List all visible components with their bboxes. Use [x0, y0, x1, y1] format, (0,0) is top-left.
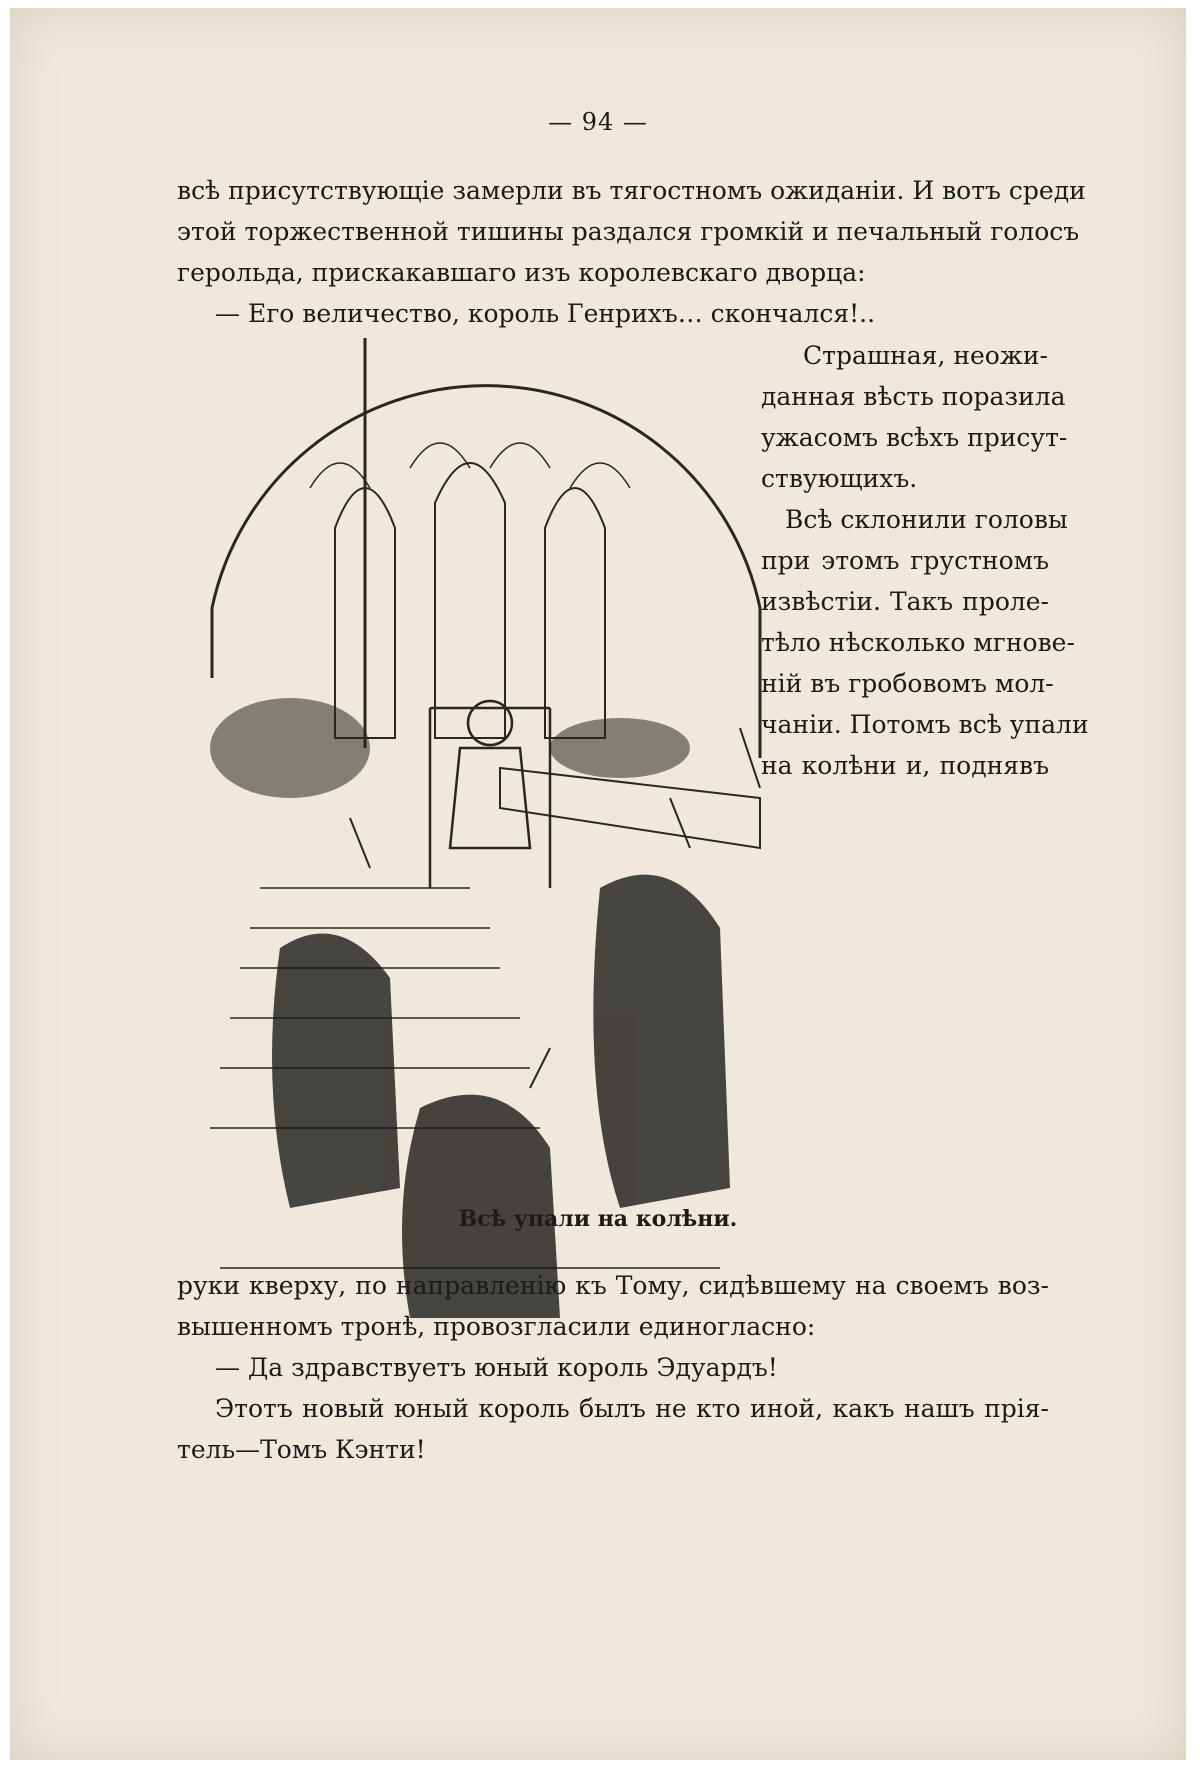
- text-line: герольда, прискакавшаго изъ королевскаго дворца:: [177, 258, 866, 287]
- table: [500, 768, 760, 848]
- side-text-line: при этомъ грустномъ: [761, 546, 1049, 575]
- illustration-caption: Всѣ упали на колѣни.: [458, 1206, 738, 1232]
- side-text-line: извѣстіи. Такъ проле-: [761, 587, 1049, 616]
- text-line: этой торжественной тишины раздался громкій и печальный голосъ: [177, 217, 1080, 246]
- side-text-line: чаніи. Потомъ всѣ упали: [761, 710, 1089, 739]
- text-line: руки кверху, по направленію къ Тому, сидѣвшему на своемъ воз-: [177, 1271, 1049, 1300]
- window-center: [435, 463, 505, 738]
- kneeling-noble-right: [593, 875, 730, 1208]
- text-line: — Его величество, король Генрихъ… скончался!..: [215, 299, 876, 328]
- page-number: — 94 —: [548, 108, 648, 136]
- kneeling-figure-left: [272, 933, 400, 1208]
- throne: [430, 708, 550, 888]
- text-line: вышенномъ тронѣ, провозгласили единогласно:: [177, 1312, 816, 1341]
- king-body: [450, 748, 530, 848]
- side-text-line: Страшная, неожи-: [803, 341, 1048, 370]
- book-page: [10, 8, 1186, 1760]
- engraving-illustration: [200, 328, 780, 1338]
- crowd-back: [550, 718, 690, 778]
- side-text-line: ній въ гробовомъ мол-: [761, 669, 1054, 698]
- side-text-line: ужасомъ всѣхъ присут-: [761, 423, 1068, 452]
- text-line: Этотъ новый юный король былъ не кто иной, какъ нашъ прія-: [215, 1394, 1049, 1423]
- crowd-left: [210, 698, 370, 798]
- side-text-line: Всѣ склонили головы: [785, 505, 1068, 534]
- text-line: тель—Томъ Кэнти!: [177, 1435, 426, 1464]
- side-text-line: данная вѣсть поразила: [761, 382, 1066, 411]
- window-right: [545, 488, 605, 738]
- side-text-line: ствующихъ.: [761, 464, 918, 493]
- side-text-line: на колѣни и, поднявъ: [761, 751, 1049, 780]
- tracery: [310, 443, 630, 488]
- text-line: — Да здравствуетъ юный король Эдуардъ!: [215, 1353, 778, 1382]
- side-text-line: тѣло нѣсколько мгнове-: [761, 628, 1075, 657]
- text-line: всѣ присутствующіе замерли въ тягостномъ ожиданіи. И вотъ среди: [177, 176, 1086, 205]
